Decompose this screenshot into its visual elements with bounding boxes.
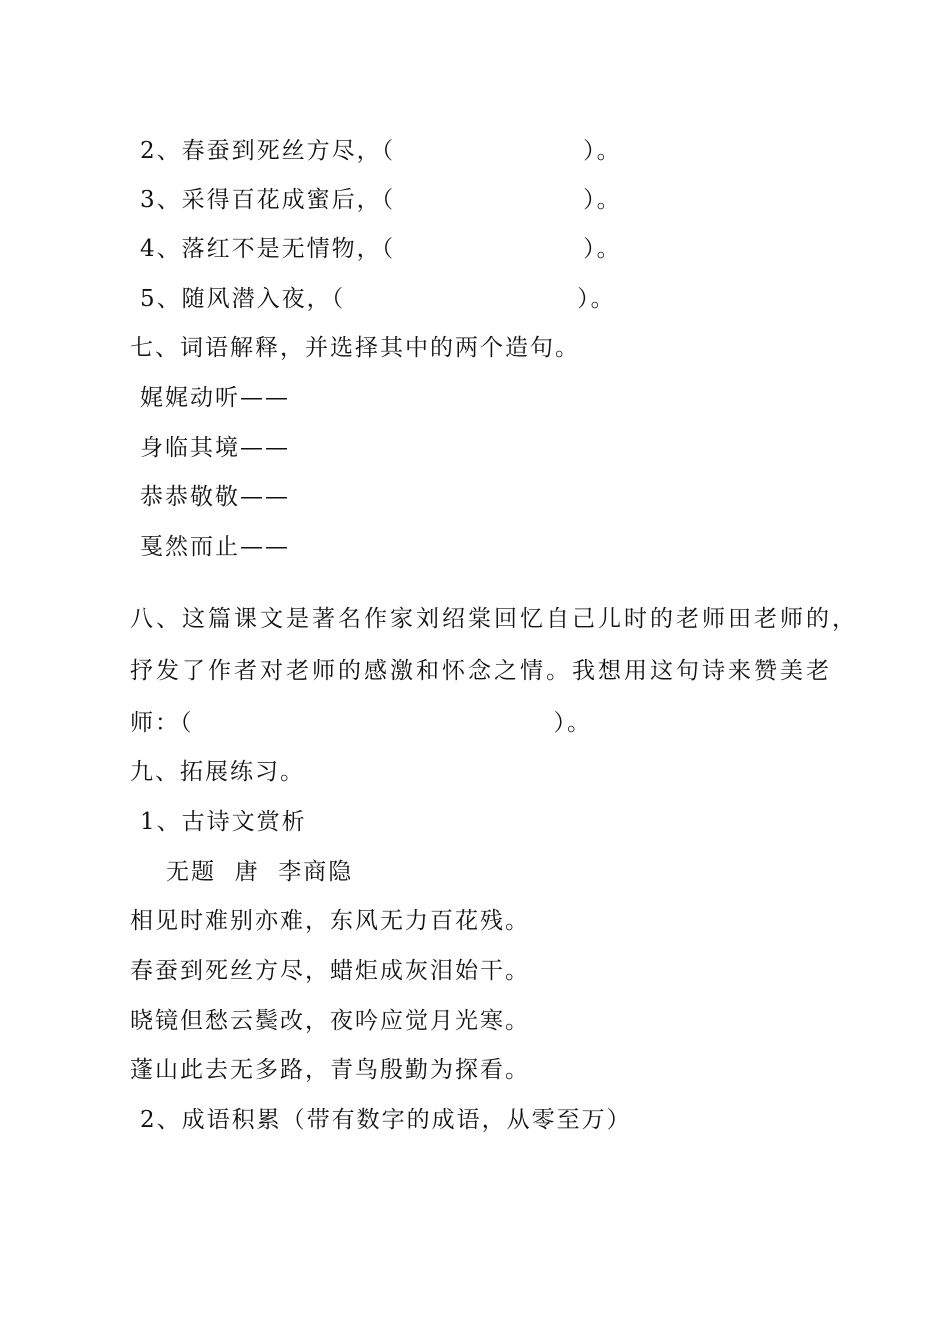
term-item: 戛然而止——: [140, 534, 290, 560]
section-8-line-2: 抒发了作者对老师的感激和怀念之情。我想用这句诗来赞美老: [130, 658, 832, 684]
poem-title: 无题 唐 李商隐: [166, 859, 354, 885]
section-8-line-1: 八、这篇课文是著名作家刘绍棠回忆自己儿时的老师田老师的，: [130, 606, 858, 632]
poem-line: 春蚕到死丝方尽，蜡炬成灰泪始干。: [130, 958, 530, 984]
section-8-prefix: 师：（: [130, 710, 194, 736]
fill-in-suffix: ）。: [577, 286, 616, 312]
poem-line: 晓镜但愁云鬓改，夜吟应觉月光寒。: [130, 1008, 530, 1034]
fill-in-prefix: 5、随风潜入夜，（: [140, 286, 346, 312]
fill-in-prefix: 3、采得百花成蜜后，（: [140, 187, 396, 213]
poem-line: 相见时难别亦难，东风无力百花残。: [130, 908, 530, 934]
term-item: 娓娓动听——: [140, 385, 290, 411]
term-item: 身临其境——: [140, 435, 290, 461]
fill-in-item-4: [140, 234, 622, 264]
fill-in-item-2: [140, 136, 622, 166]
poem-line: 蓬山此去无多路，青鸟殷勤为探看。: [130, 1057, 530, 1083]
fill-in-suffix: ）。: [583, 236, 622, 262]
fill-in-item-5: [140, 284, 616, 314]
fill-in-prefix: 4、落红不是无情物，（: [140, 236, 396, 262]
fill-in-suffix: ）。: [583, 138, 622, 164]
section-8-line-3: [130, 708, 592, 738]
term-item: 恭恭敬敬——: [140, 484, 290, 510]
fill-in-item-3: [140, 185, 622, 215]
fill-in-suffix: ）。: [583, 187, 622, 213]
section-9-item-1: 1、古诗文赏析: [140, 809, 307, 835]
section-9-item-2: 2、成语积累（带有数字的成语，从零至万）: [140, 1107, 632, 1133]
section-8-suffix: ）。: [553, 710, 592, 736]
fill-in-prefix: 2、春蚕到死丝方尽，（: [140, 138, 396, 164]
section-7-heading: 七、词语解释，并选择其中的两个造句。: [130, 335, 580, 361]
section-9-heading: 九、拓展练习。: [130, 759, 305, 785]
